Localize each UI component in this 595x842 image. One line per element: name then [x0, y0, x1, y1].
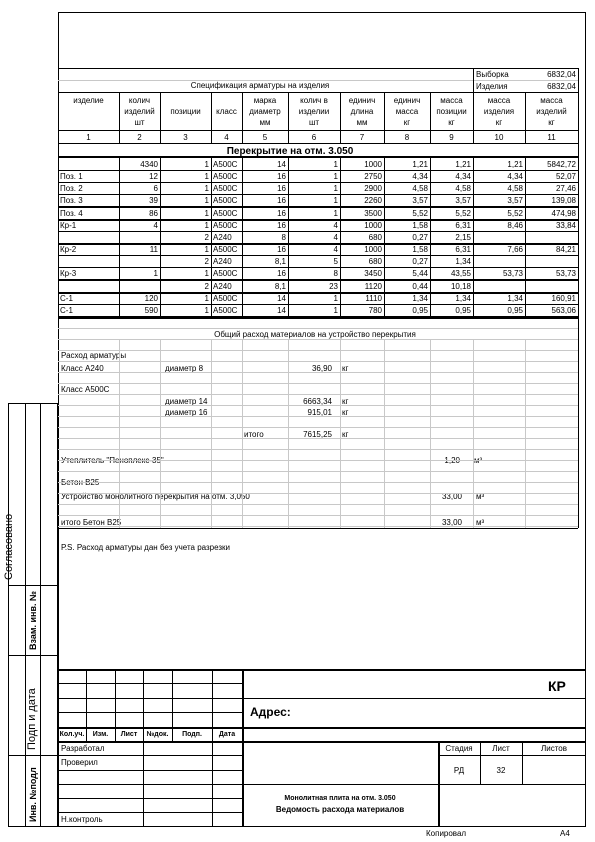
- stamp-address: Адрес:: [250, 705, 291, 719]
- table-cell: 4,34: [455, 172, 471, 181]
- table-cell: 16: [277, 196, 286, 205]
- table-cell: 1120: [364, 282, 382, 291]
- table-cell: 0,95: [412, 306, 428, 315]
- stamp-column-label: Дата: [218, 731, 236, 738]
- table-cell: Кр-1: [60, 221, 77, 230]
- table-cell: Поз. 3: [60, 196, 83, 205]
- table-cell: 8,1: [274, 282, 286, 291]
- table-cell: 1110: [365, 294, 382, 303]
- summary-grid-line: [58, 515, 578, 516]
- summary-kg-2: кг: [342, 397, 349, 406]
- table-cell: 4,58: [455, 184, 471, 193]
- table-cell: Кр-2: [60, 245, 77, 254]
- summary-title: Общий расход материалов на устройство перекрытия: [214, 330, 416, 339]
- table-cell: С-1: [60, 306, 73, 315]
- table-cell: А240: [213, 257, 232, 266]
- column-header-text: шт: [134, 118, 145, 127]
- table-cell: 16: [277, 245, 286, 254]
- table-cell: 4: [153, 221, 158, 230]
- column-header-text: изделий: [536, 107, 567, 116]
- summary-grid-line: [58, 339, 578, 340]
- table-cell: 1,34: [412, 294, 428, 303]
- table-cell: 16: [277, 221, 286, 230]
- table-cell: 8,46: [507, 221, 523, 230]
- summary-val14: 6663,34: [303, 397, 332, 406]
- table-row-line: [58, 304, 578, 305]
- izdeliya-value: 6832,04: [547, 82, 576, 91]
- table-cell: 2: [204, 257, 209, 266]
- table-cell: 39: [149, 196, 158, 205]
- table-cell: А500С: [213, 306, 238, 315]
- table-cell: 4,34: [507, 172, 523, 181]
- table-cell: 1: [204, 294, 209, 303]
- summary-grid-line: [58, 405, 578, 406]
- table-cell: А500С: [213, 245, 238, 254]
- stamp-code: КР: [548, 678, 566, 694]
- table-cell: 0,95: [455, 306, 471, 315]
- table-cell: 16: [277, 209, 286, 218]
- summary-m3-1: м³: [474, 456, 483, 465]
- table-right-edge: [578, 68, 579, 528]
- table-cell: 84,21: [555, 245, 576, 254]
- column-line: [211, 92, 212, 318]
- table-cell: 680: [368, 233, 382, 242]
- column-number: 6: [311, 133, 317, 142]
- summary-rashod: Расход арматуры: [61, 351, 127, 360]
- table-cell: А500С: [213, 160, 238, 169]
- column-number: 4: [224, 133, 229, 142]
- summary-grid-line: [58, 482, 578, 483]
- column-header-text: позиции: [436, 107, 467, 116]
- column-line: [58, 92, 59, 318]
- summary-note: Р.S. Расход арматуры дан без учета разрезки: [61, 543, 231, 552]
- column-header-text: класс: [216, 107, 237, 116]
- table-cell: 12: [149, 172, 158, 181]
- table-cell: 0,27: [412, 233, 428, 242]
- table-cell: 120: [144, 294, 158, 303]
- stamp-nkontrol: Н.контроль: [61, 815, 103, 824]
- column-header-text: кг: [403, 118, 411, 127]
- summary-grid-line: [58, 471, 578, 472]
- column-header-text: кг: [548, 118, 555, 127]
- table-cell: 2: [204, 282, 209, 291]
- column-number: 8: [404, 133, 410, 142]
- column-header-text: масса: [440, 96, 463, 105]
- table-cell: 5,52: [507, 209, 523, 218]
- side-vzam-inv: Взам. инв. №: [28, 590, 38, 650]
- table-cell: 4: [333, 245, 338, 254]
- table-cell: 1: [204, 221, 209, 230]
- table-cell: 0,27: [412, 257, 428, 266]
- summary-itogo-beton: итого Бетон В25: [61, 518, 122, 527]
- table-cell: 4: [333, 233, 338, 242]
- column-header-text: изделие: [73, 96, 104, 105]
- table-cell: 5842,72: [547, 160, 576, 169]
- summary-grid-line: [58, 460, 578, 461]
- table-row-line: [58, 316, 578, 317]
- summary-grid-line: [58, 493, 578, 494]
- summary-grid-line: [58, 526, 578, 527]
- column-header-text: изделия: [483, 107, 515, 116]
- table-cell: 5,44: [412, 269, 428, 278]
- summary-itogo: итого: [244, 430, 264, 439]
- table-cell: 7,66: [507, 245, 523, 254]
- summary-grid-line: [58, 438, 578, 439]
- stamp-listov-label: Листов: [541, 744, 567, 753]
- table-row-line: [58, 267, 578, 268]
- summary-klass-a500: Класс А500С: [61, 385, 110, 394]
- table-cell: 4,58: [412, 184, 428, 193]
- summary-val16: 915,01: [307, 408, 332, 417]
- table-cell: 53,73: [555, 269, 576, 278]
- summary-ustroystvo-val: 33,00: [441, 492, 462, 501]
- table-cell: 680: [368, 257, 382, 266]
- spec-title: Спецификация арматуры на изделия: [190, 81, 330, 90]
- table-cell: 27,46: [555, 184, 576, 193]
- table-cell: 8: [333, 269, 338, 278]
- table-row-line: [58, 231, 578, 232]
- table-cell: 52,07: [555, 172, 576, 181]
- table-cell: 4,58: [507, 184, 523, 193]
- column-header-text: мм: [259, 118, 271, 127]
- table-cell: 4: [333, 221, 338, 230]
- stamp-list-label: Лист: [492, 744, 510, 753]
- table-cell: 1: [204, 184, 209, 193]
- table-cell: 160,91: [551, 294, 576, 303]
- summary-kg-4: кг: [342, 430, 349, 439]
- summary-itogo-beton-val: 33,00: [441, 518, 462, 527]
- table-cell: А500С: [213, 172, 238, 181]
- table-cell: 5,52: [412, 209, 428, 218]
- section-line: [58, 157, 578, 158]
- table-cell: 8: [281, 233, 286, 242]
- table-cell: 3,57: [455, 196, 471, 205]
- table-cell: А500С: [213, 269, 238, 278]
- table-cell: 1: [204, 306, 209, 315]
- table-cell: 1,21: [507, 160, 523, 169]
- column-number: 5: [262, 133, 268, 142]
- table-cell: Поз. 4: [60, 209, 83, 218]
- summary-grid-col: [473, 340, 474, 528]
- summary-grid-col: [160, 340, 161, 528]
- table-cell: 2: [204, 233, 209, 242]
- izdeliya-label: Изделия: [476, 82, 508, 91]
- summary-grid-col: [119, 340, 120, 528]
- table-cell: Поз. 2: [60, 184, 83, 193]
- table-row-line: [58, 255, 578, 256]
- column-header-text: длина: [350, 107, 374, 116]
- table-cell: 4340: [140, 160, 158, 169]
- table-cell: 139,08: [551, 196, 576, 205]
- column-header-text: изделий: [124, 107, 155, 116]
- column-header-text: колич: [128, 96, 151, 105]
- table-cell: 43,55: [450, 269, 471, 278]
- table-cell: 23: [329, 282, 338, 291]
- table-cell: 1: [333, 294, 338, 303]
- table-cell: А240: [213, 233, 232, 242]
- table-cell: 14: [277, 306, 286, 315]
- table-cell: 3,57: [507, 196, 523, 205]
- table-cell: 5: [333, 257, 338, 266]
- summary-grid-line: [58, 383, 578, 384]
- table-cell: 1: [204, 172, 209, 181]
- column-header-text: диаметр: [249, 107, 281, 116]
- summary-grid-col: [211, 340, 212, 528]
- stamp-stadiya-value: РД: [453, 766, 465, 775]
- table-cell: 3,57: [412, 196, 428, 205]
- table-cell: 1: [204, 209, 209, 218]
- table-cell: 780: [368, 306, 382, 315]
- summary-m3-2: м³: [476, 492, 485, 501]
- table-cell: 1: [333, 172, 338, 181]
- summary-uteplitel-val: 1,20: [444, 456, 460, 465]
- summary-itogo-val: 7615,25: [303, 430, 332, 439]
- stamp-razrabotal: Разработал: [61, 744, 105, 753]
- summary-grid-col: [384, 340, 385, 528]
- table-cell: 2260: [364, 196, 382, 205]
- column-header-text: масса: [540, 96, 563, 105]
- table-cell: 11: [149, 245, 158, 254]
- summary-grid-col: [525, 340, 526, 528]
- column-number: 9: [449, 133, 454, 142]
- stamp-column-label: Подп.: [182, 731, 202, 738]
- table-cell: 1000: [364, 221, 382, 230]
- summary-bottom-line: [58, 528, 578, 529]
- summary-m3-3: м³: [476, 518, 485, 527]
- table-cell: 590: [144, 306, 158, 315]
- table-cell: А500С: [213, 209, 238, 218]
- table-cell: Поз. 1: [60, 172, 83, 181]
- table-cell: 1: [204, 196, 209, 205]
- table-cell: 3450: [364, 269, 382, 278]
- summary-grid-line: [58, 372, 578, 373]
- table-cell: А500С: [213, 184, 238, 193]
- summary-grid-line: [58, 361, 578, 362]
- table-cell: 1,34: [507, 294, 523, 303]
- stamp-column-label: Изм.: [92, 731, 109, 738]
- table-cell: 1: [333, 196, 338, 205]
- table-cell: 6,31: [455, 245, 471, 254]
- column-header-text: кг: [448, 118, 455, 127]
- stamp-stadiya-label: Стадия: [445, 744, 473, 753]
- table-cell: 0,95: [507, 306, 523, 315]
- table-cell: 4,34: [412, 172, 428, 181]
- column-header-text: масса: [395, 107, 419, 116]
- table-cell: 53,73: [502, 269, 523, 278]
- footer-format: А4: [560, 829, 570, 838]
- table-cell: 474,98: [551, 209, 576, 218]
- table-cell: 86: [149, 209, 158, 218]
- summary-grid-line: [58, 449, 578, 450]
- table-row-line: [58, 170, 578, 171]
- side-soglasovano: Согласовано: [3, 513, 15, 580]
- table-cell: 1,21: [412, 160, 428, 169]
- table-cell: 14: [277, 294, 286, 303]
- summary-diam14: диаметр 14: [165, 397, 208, 406]
- summary-grid-line: [58, 394, 578, 395]
- column-number: 7: [359, 133, 365, 142]
- table-cell: 1,58: [412, 245, 428, 254]
- table-cell: А240: [213, 282, 232, 291]
- stamp-list-value: 32: [496, 766, 506, 775]
- table-cell: 1: [204, 160, 209, 169]
- table-cell: 1000: [364, 245, 382, 254]
- column-header-text: единич: [393, 96, 421, 105]
- column-header-text: мм: [356, 118, 368, 127]
- table-row-line: [58, 194, 578, 195]
- stamp-column-label: Кол.уч.: [59, 731, 85, 738]
- table-cell: 1: [333, 209, 338, 218]
- table-cell: 1: [204, 245, 209, 254]
- summary-grid-line: [58, 416, 578, 417]
- summary-grid-col: [288, 340, 289, 528]
- table-cell: 14: [277, 160, 286, 169]
- stamp-column-label: Лист: [120, 731, 138, 738]
- column-header-text: колич в: [300, 96, 328, 105]
- summary-kg-3: кг: [342, 408, 349, 417]
- summary-uteplitel: Утеплитель "Пеноплекс-35": [61, 456, 164, 465]
- table-cell: 1: [333, 160, 338, 169]
- table-cell: 1: [153, 269, 158, 278]
- table-cell: 1: [333, 306, 338, 315]
- table-row-line: [58, 206, 578, 208]
- summary-kg-1: кг: [342, 364, 349, 373]
- table-cell: 1: [204, 269, 209, 278]
- table-cell: 6: [153, 184, 158, 193]
- summary-diam8: диаметр 8: [165, 364, 204, 373]
- summary-grid-line: [58, 350, 578, 351]
- column-number: 11: [547, 133, 556, 142]
- stamp-proveril: Проверил: [61, 758, 98, 767]
- summary-grid-line: [58, 328, 578, 329]
- column-header-text: единич: [348, 96, 376, 105]
- table-cell: 10,18: [450, 282, 471, 291]
- column-header-text: шт: [308, 118, 320, 127]
- column-number: 3: [183, 133, 188, 142]
- column-header-text: позиции: [170, 107, 201, 116]
- table-cell: 8,1: [274, 257, 286, 266]
- table-cell: 2900: [364, 184, 382, 193]
- table-cell: 16: [277, 269, 286, 278]
- summary-val8: 36,90: [311, 364, 332, 373]
- table-cell: 16: [277, 184, 286, 193]
- table-cell: 1,58: [412, 221, 428, 230]
- summary-beton: Бетон В25: [61, 478, 100, 487]
- table-cell: 33,84: [555, 221, 576, 230]
- column-number: 2: [137, 133, 142, 142]
- vyborka-value: 6832,04: [547, 70, 576, 79]
- table-cell: 5,52: [455, 209, 471, 218]
- table-cell: 1,34: [455, 257, 471, 266]
- stamp-title-line2: Ведомость расхода материалов: [275, 805, 405, 814]
- table-cell: А500С: [213, 294, 238, 303]
- rows-bottom-line: [58, 317, 578, 319]
- table-cell: 1000: [364, 160, 382, 169]
- table-cell: 3500: [364, 209, 382, 218]
- table-cell: 1: [333, 184, 338, 193]
- vyborka-label: Выборка: [476, 70, 509, 79]
- table-cell: С-1: [60, 294, 73, 303]
- column-header-text: масса: [487, 96, 511, 105]
- table-cell: 2750: [364, 172, 382, 181]
- table-cell: А500С: [213, 196, 238, 205]
- table-cell: 1,34: [455, 294, 471, 303]
- stamp-title-line1: Монолитная плита на отм. 3.050: [284, 795, 396, 802]
- footer-kopiroval: Копировал: [426, 829, 467, 838]
- summary-grid-col: [430, 340, 431, 528]
- column-line: [160, 92, 161, 318]
- summary-diam16: диаметр 16: [165, 408, 208, 417]
- table-cell: Кр-3: [60, 269, 77, 278]
- column-header-text: изделии: [298, 107, 330, 116]
- section-title: Перекрытие на отм. 3.050: [226, 146, 354, 157]
- summary-grid-col: [340, 340, 341, 528]
- summary-ustroystvo: Устройство монолитного перекрытия на отм. 3,050: [61, 492, 250, 501]
- column-number: 1: [86, 133, 91, 142]
- side-podp-data: Подп и дата: [26, 688, 38, 750]
- column-number: 10: [494, 133, 504, 142]
- header-bottom-line: [58, 130, 578, 131]
- table-cell: А500С: [213, 221, 238, 230]
- side-inv-podl: Инв. №подл: [28, 767, 38, 822]
- summary-grid-line: [58, 427, 578, 428]
- table-cell: 0,44: [412, 282, 428, 291]
- table-cell: 6,31: [455, 221, 471, 230]
- summary-grid-line: [58, 504, 578, 505]
- table-cell: 16: [277, 172, 286, 181]
- stamp-column-label: №док.: [146, 731, 169, 738]
- column-header-text: кг: [495, 118, 503, 127]
- summary-grid-col: [242, 340, 243, 528]
- table-cell: 563,06: [551, 306, 576, 315]
- table-cell: 1,21: [455, 160, 471, 169]
- table-cell: 2,15: [455, 233, 471, 242]
- column-header-text: марка: [253, 96, 277, 105]
- table-row-line: [58, 279, 578, 281]
- summary-klass-a240: Класс А240: [61, 364, 104, 373]
- table-row-line: [58, 182, 578, 183]
